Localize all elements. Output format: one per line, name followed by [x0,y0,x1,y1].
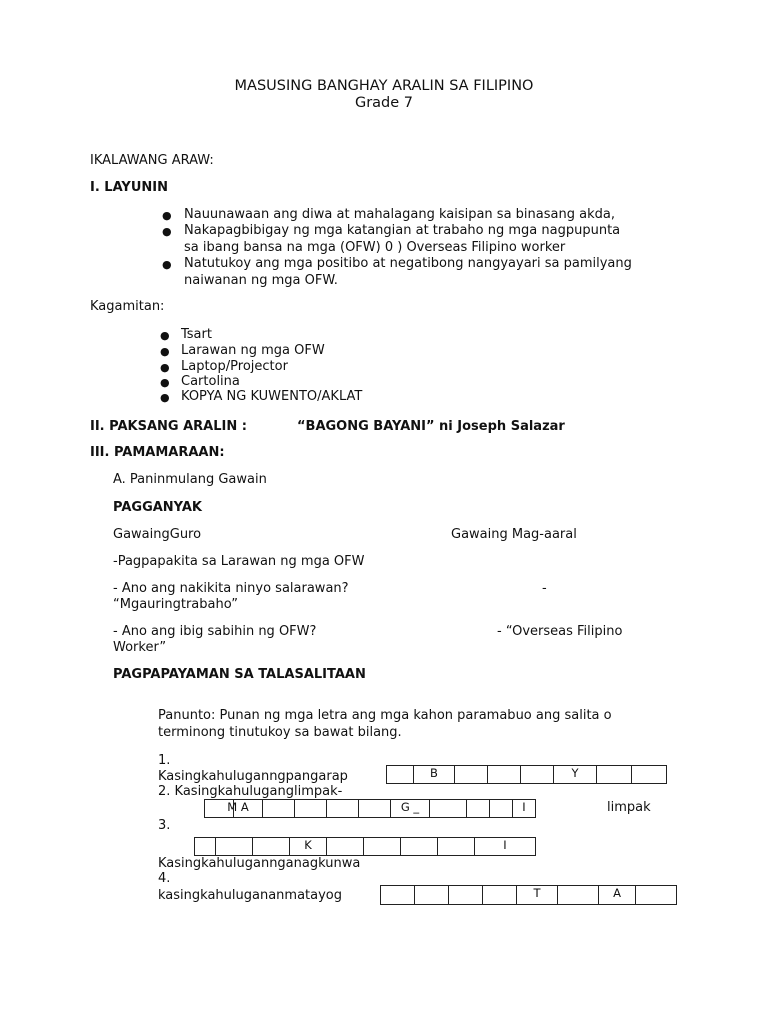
grade-label: Grade 7 [354,95,414,111]
letter-box[interactable] [596,765,632,784]
letter-box[interactable] [380,885,415,905]
letter-box[interactable]: I [474,837,536,856]
document-title: MASUSING BANGHAY ARALIN SA FILIPINO [234,78,534,94]
layunin-item-cont: sa ibang bansa na mga (OFW) 0 ) Overseas Filipino worker [184,240,566,255]
bullet-icon: ● [160,361,170,374]
letter-box[interactable] [466,799,490,818]
pagganyak-heading: PAGGANYAK [113,500,202,515]
day-label: IKALAWANG ARAW: [90,153,214,168]
kagamitan-item: Laptop/Projector [181,359,288,374]
question-1: - Ano ang nakikita ninyo salarawan? [113,581,349,596]
letter-box[interactable] [489,799,513,818]
letter-grid-4 [381,885,677,905]
letter-box[interactable] [262,799,295,818]
pamamaraan-heading: III. PAMAMARAAN: [90,445,225,460]
letter-box[interactable] [294,799,327,818]
layunin-item: Natutukoy ang mga positibo at negatibong nangyayari sa pamilyang [184,256,632,271]
bullet-icon: ● [160,345,170,358]
letter-box[interactable] [215,837,253,856]
letter-box[interactable] [400,837,438,856]
letter-box[interactable]: G _ [390,799,430,818]
item-number: 4. [158,871,171,886]
paksa-value: “BAGONG BAYANI” ni Joseph Salazar [297,419,565,434]
letter-box[interactable] [429,799,467,818]
letter-box[interactable]: B [413,765,455,784]
letter-box[interactable] [358,799,391,818]
letter-box[interactable]: T [516,885,558,905]
bullet-icon: ● [160,391,170,404]
letter-box[interactable] [194,837,216,856]
answer-1: “Mgauringtrabaho” [113,597,238,612]
talasalitaan-heading: PAGPAPAYAMAN SA TALASALITAAN [113,667,366,682]
letter-box[interactable] [557,885,599,905]
layunin-heading: I. LAYUNIN [90,180,168,195]
answer-2: - “Overseas Filipino [497,624,623,639]
bullet-icon: ● [162,258,172,271]
letter-grid-1 [387,765,667,784]
letter-box[interactable]: K [289,837,327,856]
letter-box[interactable] [437,837,475,856]
letter-box[interactable] [414,885,449,905]
question-2: - Ano ang ibig sabihin ng OFW? [113,624,317,639]
sub-a-label: A. Paninmulang Gawain [113,472,267,487]
letter-box[interactable]: I [512,799,536,818]
bullet-icon: ● [162,209,172,222]
item-number: 3. [158,818,171,833]
limpak-suffix: limpak [607,800,651,815]
letter-box[interactable] [454,765,488,784]
panuto-text-cont: terminong tinutukoy sa bawat bilang. [158,725,402,740]
item-number: 1. [158,753,171,768]
letter-box[interactable] [635,885,677,905]
bullet-icon: ● [160,376,170,389]
letter-box[interactable] [482,885,517,905]
letter-grid-2 [205,799,536,818]
layunin-item: Nakapagbibigay ng mga katangian at trabaho ng mga nagpupunta [184,223,621,238]
letter-box[interactable]: A [598,885,636,905]
kagamitan-item: Tsart [181,327,212,342]
letter-box[interactable]: M A [233,799,263,818]
answer-2-cont: Worker” [113,640,167,655]
letter-box[interactable] [363,837,401,856]
kagamitan-item: KOPYA NG KUWENTO/AKLAT [181,389,363,404]
vocab-word-4: kasingkahulugananmatayog [158,888,342,903]
bullet-icon: ● [162,225,172,238]
letter-box[interactable] [386,765,414,784]
letter-grid-3 [195,837,536,856]
letter-box[interactable] [326,837,364,856]
answer-1-dash: - [542,581,547,596]
activity-line: -Pagpapakita sa Larawan ng mga OFW [113,554,365,569]
letter-box[interactable] [448,885,483,905]
letter-box[interactable]: Y [553,765,597,784]
panuto-text: Panunto: Punan ng mga letra ang mga kahon paramabuo ang salita o [158,708,612,723]
layunin-item-cont: naiwanan ng mga OFW. [184,273,338,288]
letter-box[interactable] [487,765,521,784]
col-guro: GawaingGuro [113,527,202,542]
kagamitan-heading: Kagamitan: [90,299,165,314]
kagamitan-item: Cartolina [181,374,240,389]
col-magaaral: Gawaing Mag-aaral [451,527,577,542]
bullet-icon: ● [160,329,170,342]
layunin-item: Nauunawaan ang diwa at mahalagang kaisipan sa binasang akda, [184,207,615,222]
letter-box[interactable] [252,837,290,856]
vocab-word-3: Kasingkahulugannganagkunwa [158,856,361,871]
vocab-word-2: 2. Kasingkahuluganglimpak- [158,784,343,799]
vocab-word-1: Kasingkahuluganngpangarap [158,769,348,784]
letter-box[interactable] [520,765,554,784]
letter-box[interactable] [326,799,359,818]
letter-box[interactable] [631,765,667,784]
paksa-label: II. PAKSANG ARALIN : [90,419,247,434]
kagamitan-item: Larawan ng mga OFW [181,343,325,358]
